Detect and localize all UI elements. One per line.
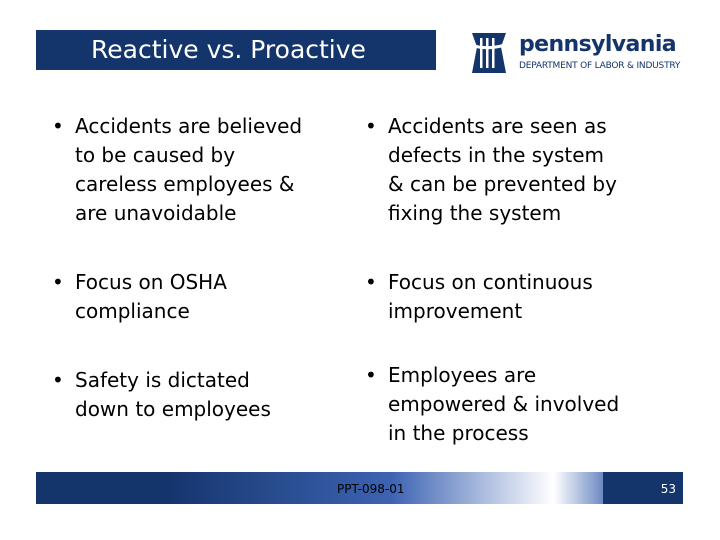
bullet-line: are unavoidable xyxy=(75,201,237,225)
bullet-dot: • xyxy=(52,270,64,294)
bullet-dot: • xyxy=(365,114,377,138)
slide-title: Reactive vs. Proactive xyxy=(91,35,366,64)
bullet-line: Employees are xyxy=(388,363,537,387)
bullet-line: down to employees xyxy=(75,397,271,421)
bullet-line: Safety is dictated xyxy=(75,368,250,392)
bullet-line: improvement xyxy=(388,299,523,323)
right-bullet-3 xyxy=(365,361,708,448)
bullet-line: empowered & involved xyxy=(388,392,620,416)
bullet-dot: • xyxy=(365,270,377,294)
bullet-line: careless employees & xyxy=(75,172,295,196)
logo-subtitle: DEPARTMENT OF LABOR & INDUSTRY xyxy=(519,61,681,71)
title-bar xyxy=(36,30,436,70)
pa-dli-logo xyxy=(466,30,696,78)
right-bullet-2 xyxy=(365,268,688,326)
left-bullet-2 xyxy=(52,268,365,326)
page-number: 53 xyxy=(660,482,676,496)
left-bullet-1 xyxy=(52,112,375,228)
bullet-dot: • xyxy=(52,368,64,392)
page-number-box xyxy=(603,472,683,504)
bullet-line: Focus on OSHA xyxy=(75,270,227,294)
bullet-line: & can be prevented by xyxy=(388,172,617,196)
bullet-line: Focus on continuous xyxy=(388,270,593,294)
bullet-line: Accidents are believed xyxy=(75,114,303,138)
keystone-icon xyxy=(466,30,512,76)
bullet-line: in the process xyxy=(388,421,529,445)
footer-bar xyxy=(36,472,683,504)
right-bullet-1 xyxy=(365,112,708,228)
bullet-line: compliance xyxy=(75,299,190,323)
bullet-line: Accidents are seen as xyxy=(388,114,607,138)
bullet-dot: • xyxy=(365,363,377,387)
bullet-line: defects in the system xyxy=(388,143,605,167)
left-bullet-3 xyxy=(52,366,365,424)
footer-code: PPT-098-01 xyxy=(337,482,405,496)
logo-wordmark: pennsylvania xyxy=(519,32,677,57)
bullet-dot: • xyxy=(52,114,64,138)
bullet-line: to be caused by xyxy=(75,143,236,167)
bullet-line: fixing the system xyxy=(388,201,562,225)
